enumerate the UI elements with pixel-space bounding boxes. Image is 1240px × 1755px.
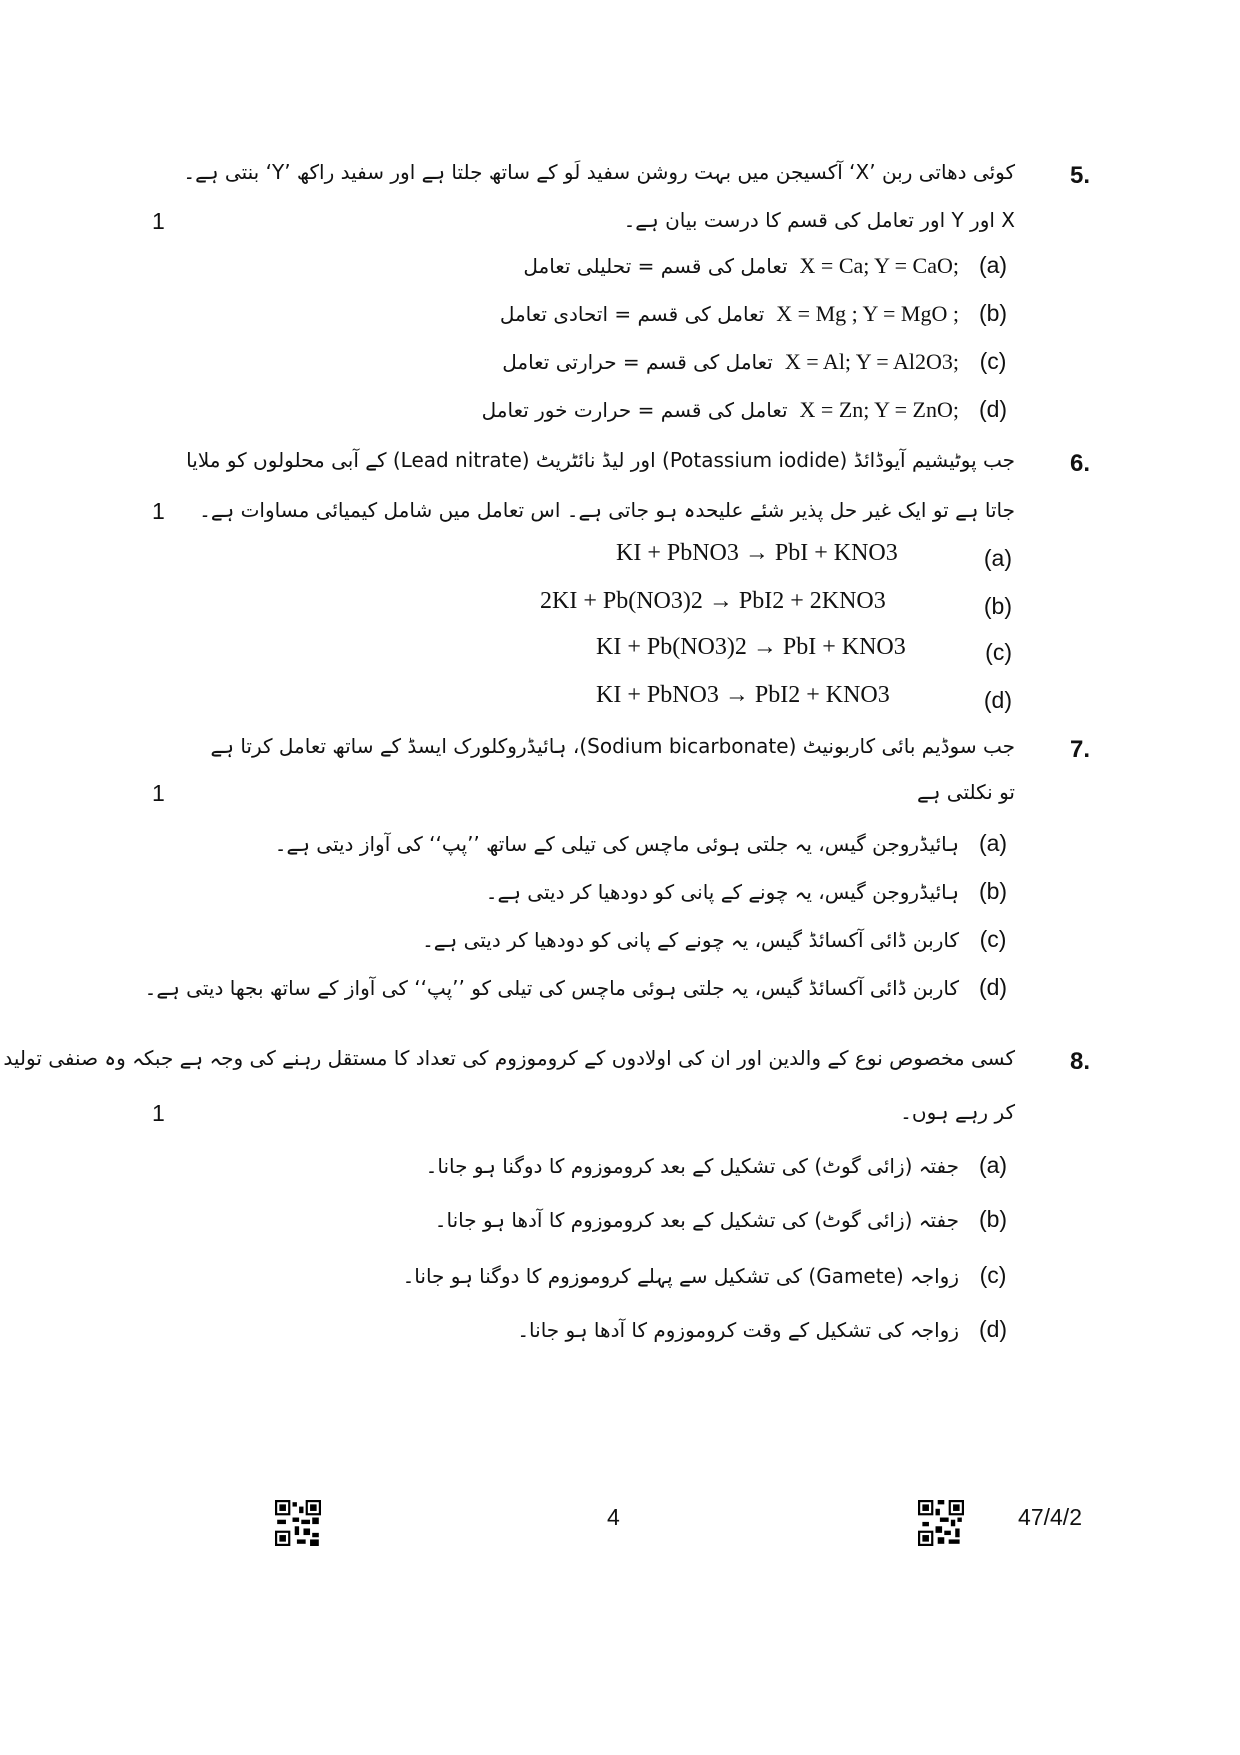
option-label: (b): [983, 593, 1012, 619]
option-row: [517, 1316, 1015, 1343]
option-label: (a): [978, 252, 1008, 278]
option-equation: KI + PbNO3 → PbI2 + KNO3: [596, 682, 890, 708]
option-row: [426, 1152, 1015, 1179]
option-text: تعامل کی قسم = حرارت خور تعامل: [481, 397, 788, 422]
option-equation: 2KI + Pb(NO3)2 → PbI2 + 2KNO3: [540, 588, 886, 614]
option-label: (c): [979, 1262, 1007, 1288]
paper-code: 47/4/2: [1018, 1504, 1082, 1530]
option-text: کاربن ڈائی آکسائڈ گیس، یہ چونے کے پانی کو دودھیا کر دیتی ہے۔: [422, 927, 959, 952]
option-text: زواجہ (Gamete) کی تشکیل سے پہلے کروموزوم کا دوگنا ہو جانا۔: [402, 1263, 959, 1288]
option-text: ہائیڈروجن گیس، یہ چونے کے پانی کو دودھیا کر دیتی ہے۔: [485, 879, 959, 904]
option-label: (b): [978, 878, 1008, 904]
option-label: (a): [978, 1152, 1008, 1178]
qr-code-icon: [918, 1500, 964, 1546]
option-label: (a): [983, 545, 1012, 571]
option-row: [145, 974, 1015, 1001]
question-stem-line: جاتا ہے تو ایک غیر حل پذیر شئے علیحدہ ہو جاتی ہے۔ اس تعامل میں شامل کیمیائی مساوات ہے۔: [199, 498, 1015, 522]
question-marks: 1: [152, 498, 165, 524]
option-label: (d): [978, 974, 1008, 1000]
page-number: 4: [607, 1504, 620, 1530]
option-text: کاربن ڈائی آکسائڈ گیس، یہ جلتی ہوئی ماچس کی تیلی کو ’’پپ‘‘ کی آواز کے ساتھ بجھا دیتی ہے۔: [144, 975, 959, 1000]
question-stem-line: جب سوڈیم بائی کاربونیٹ (Sodium bicarbonate)، ہائیڈروکلورک ایسڈ کے ساتھ تعامل کرتا ہے: [210, 734, 1015, 758]
question-marks: 1: [152, 780, 165, 806]
question-marks: 1: [152, 1100, 165, 1126]
question-marks: 1: [152, 208, 165, 234]
option-text: تعامل کی قسم = اتحادی تعامل: [499, 301, 765, 326]
option-label: (c): [979, 348, 1007, 374]
option-row: [482, 396, 1015, 423]
option-label: (b): [978, 1206, 1008, 1232]
option-text: ہائیڈروجن گیس، یہ جلتی ہوئی ماچس کی تیلی کے ساتھ ’’پپ‘‘ کی آواز دیتی ہے۔: [274, 831, 959, 856]
option-label: (d): [983, 687, 1012, 713]
option-label: (b): [978, 300, 1008, 326]
option-row: [502, 348, 1015, 375]
question-stem-line: X اور Y اور تعامل کی قسم کا درست بیان ہے۔: [623, 208, 1015, 232]
qr-code-icon: [275, 1500, 321, 1546]
question-stem-line: کوئی دھاتی ربن ’X‘ آکسیجن میں بہت روشن سفید لَو کے ساتھ جلتا ہے اور سفید راکھ ’Y‘ بنتی ہے۔: [183, 160, 1015, 184]
option-equation: KI + Pb(NO3)2 → PbI + KNO3: [596, 634, 906, 660]
option-text: زواجہ کی تشکیل کے وقت کروموزوم کا آدھا ہو جانا۔: [517, 1317, 959, 1342]
option-formula: X = Zn; Y = ZnO;: [799, 396, 959, 422]
question-stem-line: کر رہے ہوں۔: [900, 1100, 1015, 1124]
question-number: 8.: [1069, 1048, 1090, 1075]
question-number: 5.: [1069, 162, 1090, 189]
option-row: [275, 830, 1015, 857]
option-row: [486, 878, 1015, 905]
question-stem-line: جب پوٹیشیم آیوڈائڈ (Potassium iodide) اور لیڈ نائٹریٹ (Lead nitrate) کے آبی محلولوں کو ملایا: [186, 448, 1015, 472]
option-label: (d): [978, 1316, 1008, 1342]
option-row: [403, 1262, 1015, 1289]
question-number: 7.: [1069, 736, 1090, 763]
option-row: [422, 926, 1015, 953]
option-label: (c): [979, 926, 1007, 952]
option-text: تعامل کی قسم = حرارتی تعامل: [502, 349, 773, 374]
option-formula: X = Ca; Y = CaO;: [799, 252, 959, 278]
option-row: [500, 300, 1015, 327]
option-label: (d): [978, 396, 1008, 422]
option-label: (c): [985, 639, 1012, 665]
option-text: تعامل کی قسم = تحلیلی تعامل: [523, 253, 788, 278]
option-formula: X = Al; Y = Al2O3;: [784, 348, 959, 374]
option-equation: KI + PbNO3 → PbI + KNO3: [616, 540, 898, 566]
question-stem-line: تو نکلتی ہے: [917, 780, 1015, 804]
option-text: جفتہ (زائی گوٹ) کی تشکیل کے بعد کروموزوم کا آدھا ہو جانا۔: [434, 1207, 959, 1232]
option-text: جفتہ (زائی گوٹ) کی تشکیل کے بعد کروموزوم کا دوگنا ہو جانا۔: [425, 1153, 959, 1178]
option-formula: X = Mg ; Y = MgO ;: [776, 300, 959, 326]
option-row: [435, 1206, 1015, 1233]
option-label: (a): [978, 830, 1008, 856]
option-row: [523, 252, 1015, 279]
question-number: 6.: [1069, 450, 1090, 477]
question-stem-line: کسی مخصوص نوع کے والدین اور ان کی اولادوں کے کروموزوم کی تعداد کا مستقل رہنے کی وجہ ہے جبکہ وہ صنفی تولید: [3, 1046, 1015, 1070]
